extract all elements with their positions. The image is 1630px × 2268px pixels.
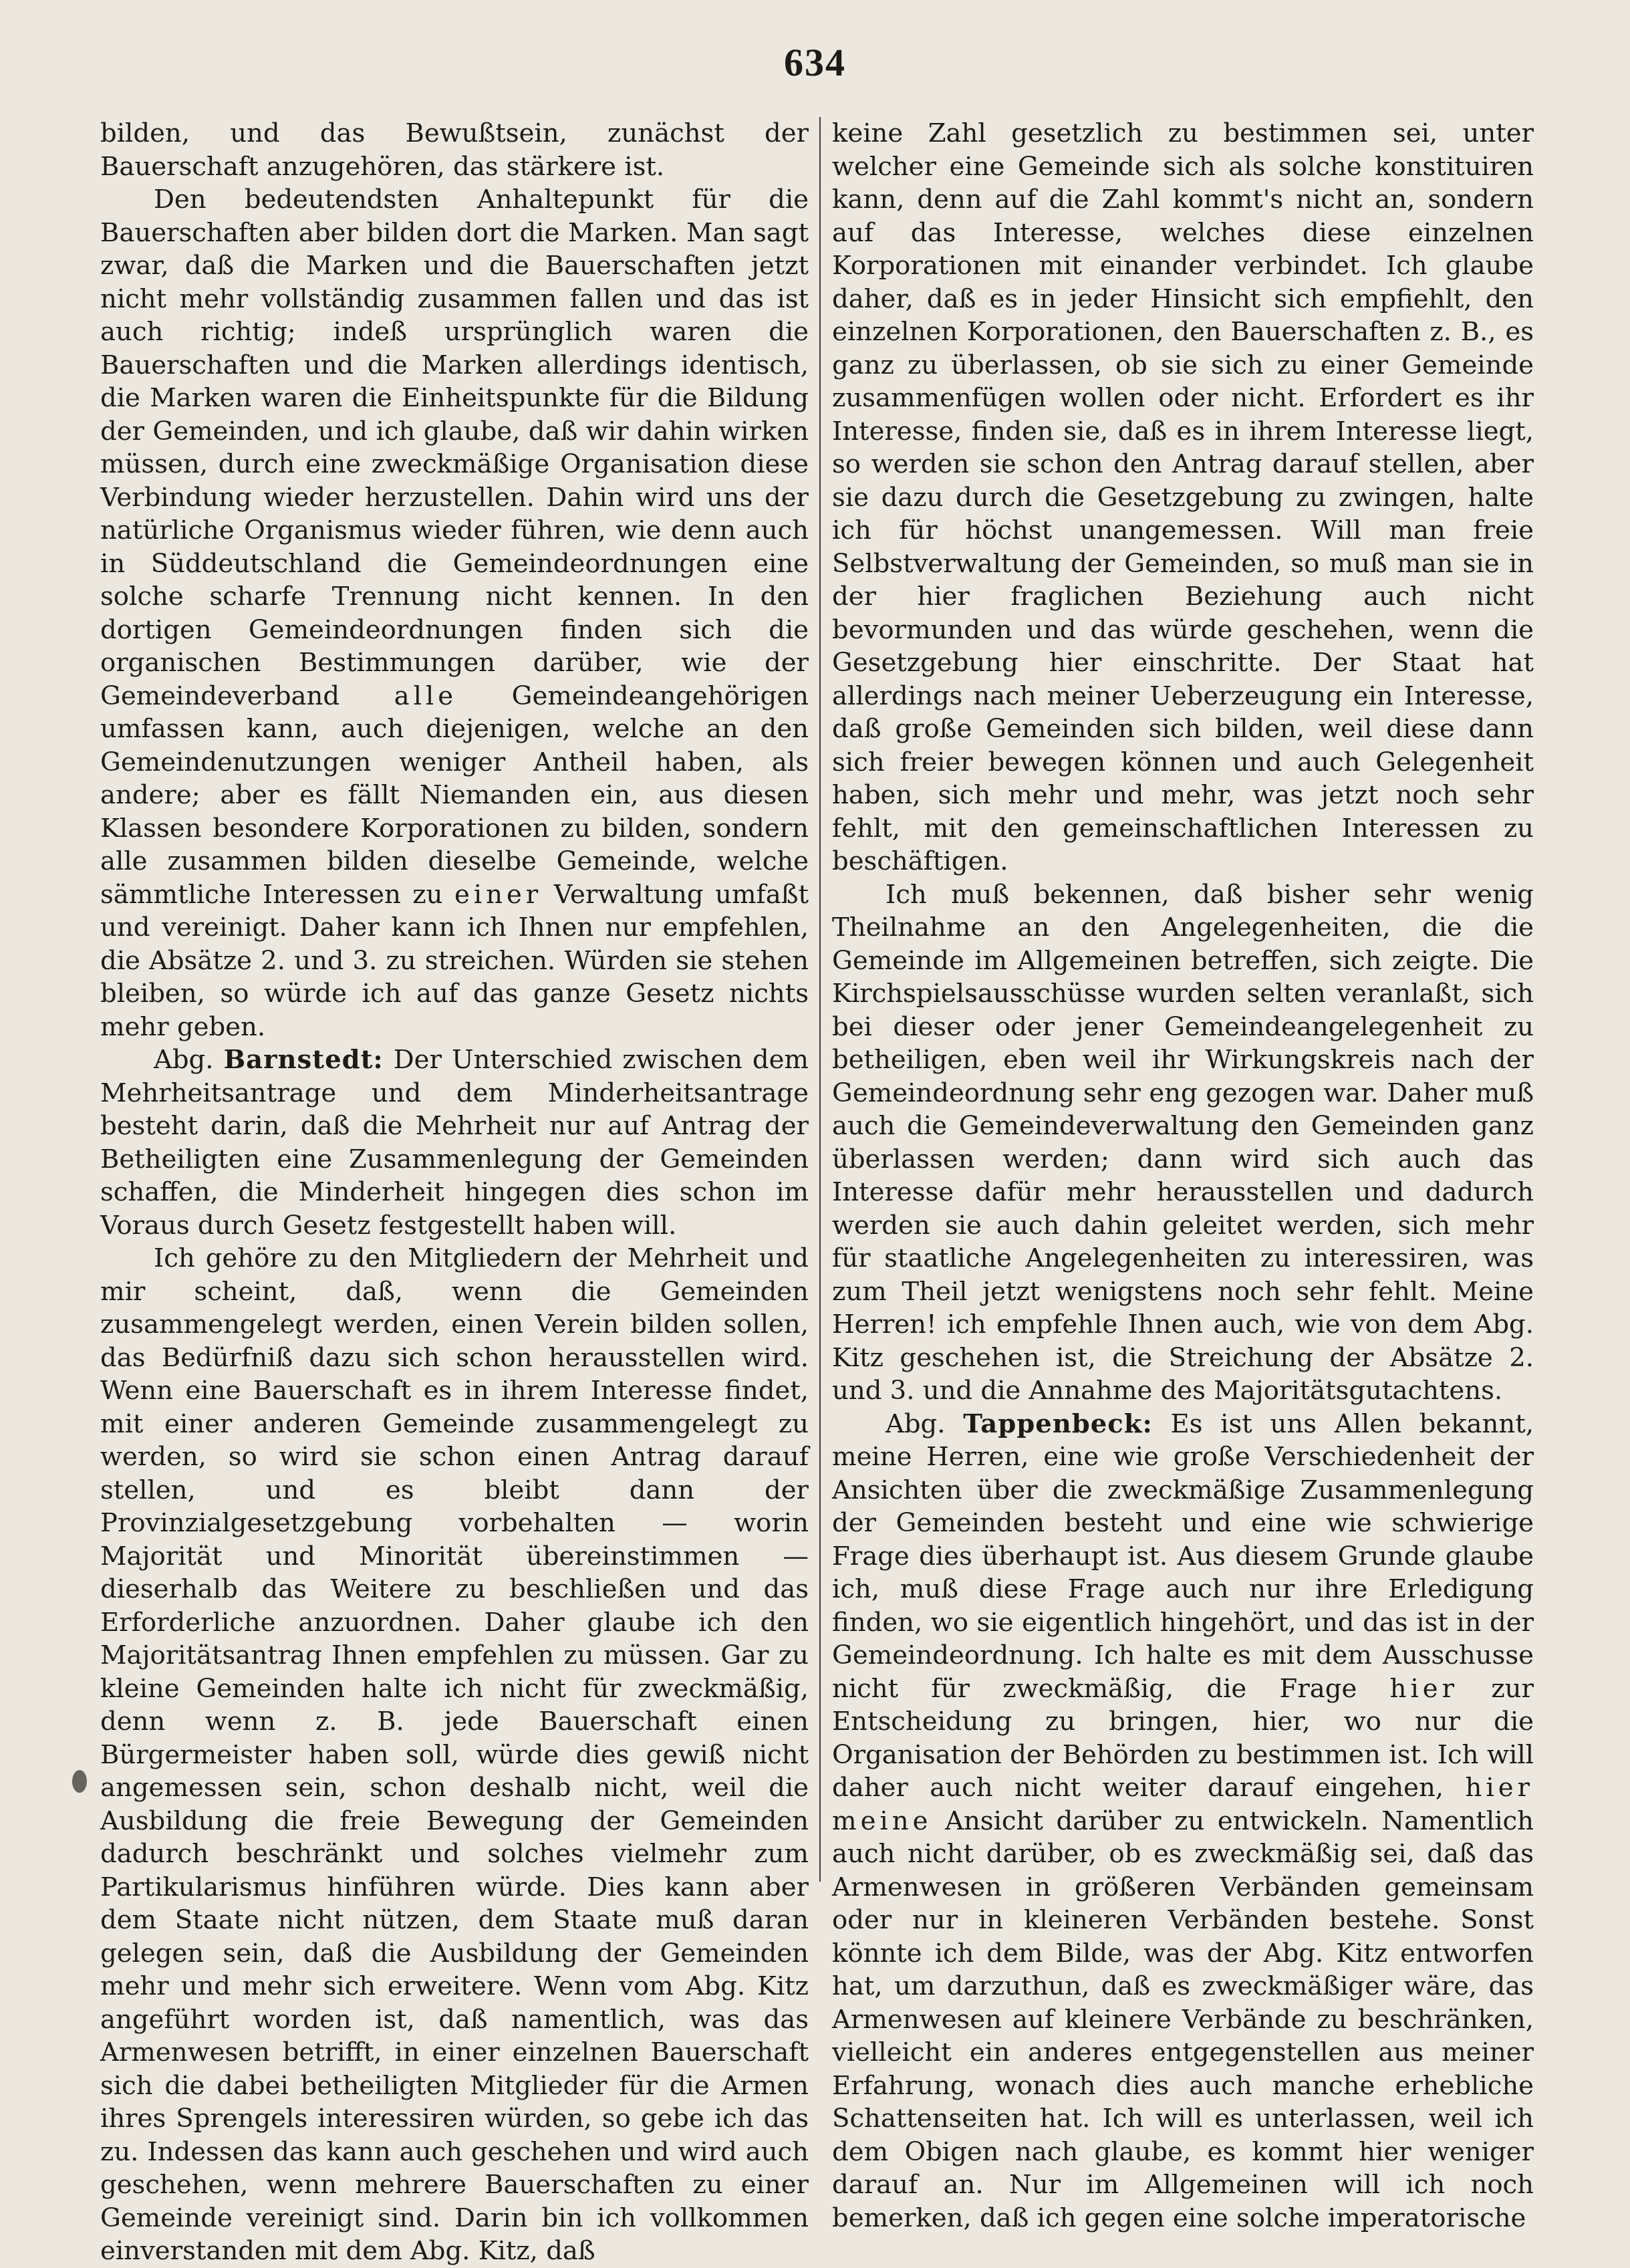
paragraph-text: Der Unterschied zwischen dem Mehrheitsantrage und dem Minderheitsantrage besteht darin, daß die Mehrheit nur auf Antrag der Betheiligten eine Zusammenlegung der Gemeinden schaffen, die Minderheit hingegen dies schon im Voraus durch Gesetz festgestellt haben will. — [100, 1045, 809, 1241]
paragraph: bilden, und das Bewußtsein, zunächst der Bauerschaft anzugehören, das stärkere ist. — [100, 118, 809, 182]
paragraph: keine Zahl gesetzlich zu bestimmen sei, unter welcher eine Gemeinde sich als solche konstituiren kann, denn auf die Zahl kommt's nicht an, sondern auf das Interesse, welches diese einzelnen Korporationen mit einander verbindet. Ich glaube daher, daß es in jeder Hinsicht sich empfiehlt, den einzelnen Korporationen, den Bauerschaften z. B., es ganz zu überlassen, ob sie sich zu einer Gemeinde zusammenfügen wollen oder nicht. Erfordert es ihr Interesse, finden sie, daß es in ihrem Interesse liegt, so werden sie schon den Antrag darauf stellen, aber sie dazu durch die Gesetzgebung zu zwingen, halte ich für höchst unangemessen. Will man freie Selbstverwaltung der Gemeinden, so muß man sie in der hier fraglichen Beziehung auch nicht bevormunden und das würde geschehen, wenn die Gesetzgebung hier einschritte. Der Staat hat allerdings nach meiner Ueberzeugung ein Interesse, daß große Gemeinden sich bilden, weil diese dann sich freier bewegen können und auch Gelegenheit haben, sich mehr und mehr, was jetzt noch sehr fehlt, mit den gemeinschaftlichen Interessen zu beschäftigen. — [832, 118, 1534, 876]
speaker-prefix: Abg. — [154, 1045, 214, 1075]
paragraph — [100, 183, 809, 1043]
paragraph: Ich muß bekennen, daß bisher sehr wenig Theilnahme an den Angelegenheiten, die die Gemeinde im Allgemeinen betreffen, sich zeigte. Die Kirchspielsausschüsse wurden selten veranlaßt, sich bei dieser oder jener Gemeindeangelegenheit zu betheiligen, eben weil ihr Wirkungskreis nach der Gemeindeordnung sehr eng gezogen war. Daher muß auch die Gemeindeverwaltung den Gemeinden ganz überlassen werden; dann wird sich auch das Interesse dafür mehr herausstellen und dadurch werden sie auch dahin geleitet werden, sich mehr für staatliche Angelegenheiten zu interessiren, was zum Theil jetzt wenigstens noch sehr fehlt. Meine Herren! ich empfehle Ihnen auch, wie von dem Abg. Kitz geschehen ist, die Streichung der Absätze 2. und 3. und die Annahme des Majoritätsgutachtens. — [832, 879, 1534, 1406]
right-column — [832, 117, 1534, 2233]
ink-smudge — [72, 1770, 87, 1793]
speaker-paragraph — [100, 1043, 809, 1242]
paragraph-text: Verwaltung umfaßt und vereinigt. Daher kann ich Ihnen nur empfehlen, die Absätze 2. und 3. zu streichen. Würden sie stehen bleiben, so würde ich auf das ganze Gesetz nichts mehr geben. — [100, 879, 809, 1042]
speaker-prefix: Abg. — [886, 1408, 946, 1439]
page-number: 634 — [784, 41, 846, 84]
paragraph-text: Gemeindeangehörigen umfassen kann, auch diejenigen, welche an den Gemeindenutzungen weniger Antheil haben, als andere; aber es fällt Niemanden ein, aus diesen Klassen besondere Korporationen zu bilden, sondern alle zusammen bilden dieselbe Gemeinde, welche sämmtliche Interessen zu — [100, 680, 809, 910]
speaker-name: Tappenbeck: — [963, 1408, 1153, 1439]
emphasized-word: hier meine — [832, 1773, 1534, 1836]
emphasized-word: einer — [454, 879, 543, 910]
left-column — [100, 117, 809, 2266]
paragraph-text: zur Entscheidung zu bringen, hier, wo nur die Organisation der Behörden zu bestimmen ist. Ich will daher auch nicht weiter darauf eingehen, — [832, 1673, 1534, 1803]
speaker-name: Barnstedt: — [223, 1045, 384, 1075]
paragraph-text: Es ist uns Allen bekannt, meine Herren, eine wie große Verschiedenheit der Ansichten über die zweckmäßige Zusammenlegung der Gemeinden besteht und eine wie schwierige Frage dies überhaupt ist. Aus diesem Grunde glaube ich, muß diese Frage auch nur ihre Erledigung finden, wo sie eigentlich hingehört, und das ist in der Gemeindeordnung. Ich halte es mit dem Ausschusse nicht für zweckmäßig, die Frage — [832, 1408, 1534, 1704]
emphasized-word: alle — [394, 680, 458, 711]
paragraph-text: Den bedeutendsten Anhaltepunkt für die Bauerschaften aber bilden dort die Marken. Man sagt zwar, daß die Marken und die Bauerschaften jetzt nicht mehr vollständig zusammen fallen und das ist auch richtig; indeß ursprünglich waren die Bauerschaften und die Marken allerdings identisch, die Marken waren die Einheitspunkte für die Bildung der Gemeinden, und ich glaube, daß wir dahin wirken müssen, durch eine zweckmäßige Organisation diese Verbindung wieder herzustellen. Dahin wird uns der natürliche Organismus wieder führen, wie denn auch in Süddeutschland die Gemeindeordnungen eine solche scharfe Trennung nicht kennen. In den dortigen Gemeindeordnungen finden sich die organischen Bestimmungen darüber, wie der Gemeindeverband — [100, 184, 809, 711]
column-divider — [819, 117, 821, 1882]
paragraph-text: Ansicht darüber zu entwickeln. Namentlich auch nicht darüber, ob es zweckmäßig sei, daß das Armenwesen in größeren Verbänden gemeinsam oder nur in kleineren Verbänden bestehe. Sonst könnte ich dem Bilde, was der Abg. Kitz entworfen hat, um darzuthun, daß es zweckmäßiger wäre, das Armenwesen auf kleinere Verbände zu beschränken, vielleicht ein anderes entgegenstellen aus meiner Erfahrung, wonach dies auch manche erhebliche Schattenseiten hat. Ich will es unterlassen, weil ich dem Obigen nach glaube, es kommt hier weniger darauf an. Nur im Allgemeinen will ich noch bemerken, daß ich gegen eine solche imperatorische — [832, 1805, 1534, 2233]
paragraph: Ich gehöre zu den Mitgliedern der Mehrheit und mir scheint, daß, wenn die Gemeinden zusammengelegt werden, einen Verein bilden sollen, das Bedürfniß dazu sich schon herausstellen wird. Wenn eine Bauerschaft es in ihrem Interesse findet, mit einer anderen Gemeinde zusammengelegt zu werden, so wird sie schon einen Antrag darauf stellen, und es bleibt dann der Provinzialgesetzgebung vorbehalten — worin Majorität und Minorität übereinstimmen — dieserhalb das Weitere zu beschließen und das Erforderliche anzuordnen. Daher glaube ich den Majoritätsantrag Ihnen empfehlen zu müssen. Gar zu kleine Gemeinden halte ich nicht für zweckmäßig, denn wenn z. B. jede Bauerschaft einen Bürgermeister haben soll, würde dies gewiß nicht angemessen sein, schon deshalb nicht, weil die Ausbildung die freie Bewegung der Gemeinden dadurch beschränkt und solches vielmehr zum Partikularismus hinführen würde. Dies kann aber dem Staate nicht nützen, dem Staate muß daran gelegen sein, daß die Ausbildung der Gemeinden mehr und mehr sich erweitere. Wenn vom Abg. Kitz angeführt worden ist, daß namentlich, was das Armenwesen betrifft, in einer einzelnen Bauerschaft sich die dabei betheiligten Mitglieder für die Armen ihres Sprengels interessiren würden, so gebe ich das zu. Indessen das kann auch geschehen und wird auch geschehen, wenn mehrere Bauerschaften zu einer Gemeinde vereinigt sind. Darin bin ich vollkommen einverstanden mit dem Abg. Kitz, daß — [100, 1243, 809, 2266]
emphasized-word: hier — [1389, 1673, 1459, 1704]
speaker-paragraph — [832, 1408, 1534, 2235]
